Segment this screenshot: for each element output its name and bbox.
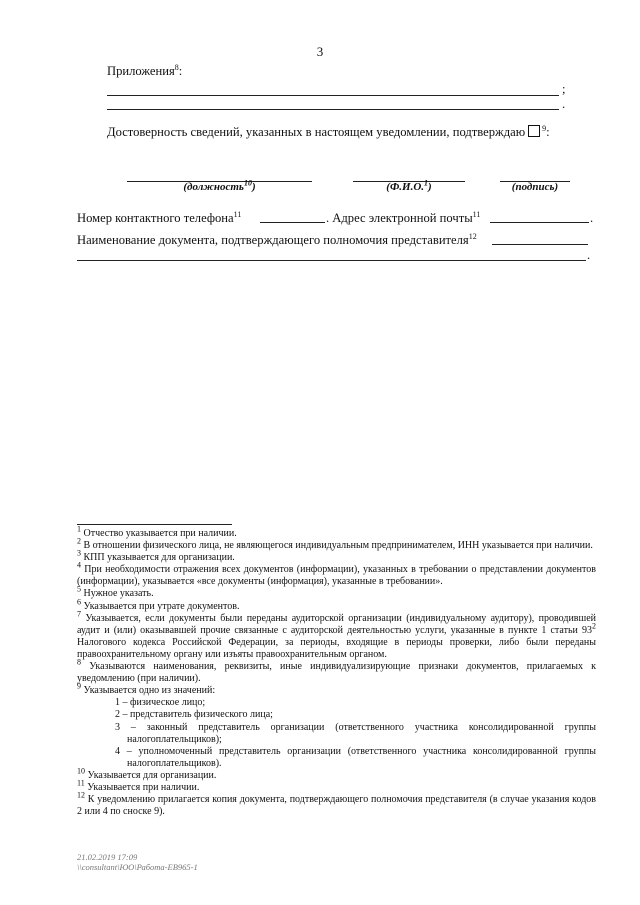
footnote-2: $^2$ В отношении физического лица, не являющегося индивидуальным предпринимателем, ИНН указывается при наличии. <box>77 536 593 552</box>
document-label: Наименование документа, подтверждающего полномочия представителя$^{12}$ <box>77 231 477 247</box>
stamp-date: 21.02.2019 17:09 <box>77 852 138 862</box>
email-end: . <box>590 211 594 225</box>
footnote-9-option-1: 1 – физическое лицо; <box>115 697 206 709</box>
footnote-3: $^3$ КПП указывается для организации. <box>77 548 235 564</box>
footnote-9: $^9$ Указывается одно из значений: <box>77 681 216 697</box>
confirmation-checkbox[interactable] <box>528 125 540 137</box>
footnote-11: $^{11}$ Указывается при наличии. <box>77 778 200 793</box>
appendix-line-1-end: ; <box>562 82 566 96</box>
document-field-1[interactable] <box>492 244 588 245</box>
footnote-12: $^{12}$ К уведомлению прилагается копия документа, подтверждающего полномочия представителя (в случае указания кодов 2 или 4 по сноске 9). <box>77 790 597 818</box>
stamp-path: \\consultant\ЮО\Работа-ЕВ965-1 <box>77 861 198 872</box>
footnote-9-option-4: 4 – уполномоченный представитель организации (ответственного участника консолидированной группы налогоплательщиков). <box>115 745 596 769</box>
appendix-line-1 <box>107 95 559 96</box>
footnote-7: $^7$ Указывается, если документы были переданы аудиторской организации (индивидуальному аудитору), проводившей аудит и (или) оказывавшей прочие связанные с аудиторской деятельностью услуги, указанные в пункте 1 статьи $93^2$ Налогового кодекса Российской Федерации, за периоды, входящие в периоды проверки, либо были переданы правоохранительному органу или изъяты правоохранительным органом. <box>77 609 597 660</box>
page-number: 3 <box>316 44 324 59</box>
footnote-6: $^6$ Указывается при утрате документов. <box>77 597 240 612</box>
print-stamp <box>77 853 198 872</box>
appendix-line-2 <box>107 109 559 110</box>
appendix-line-2-end: . <box>562 97 566 111</box>
footnote-8: $^8$ Указываются наименования, реквизиты, иные индивидуализирующие признаки документов, прилагаемых к уведомлению (при наличии). <box>77 657 597 685</box>
fio-caption: (Ф.И.О.$^1$) <box>386 178 432 193</box>
confirmation-statement: Достоверность сведений, указанных в настоящем уведомлении, подтверждаю $^9$: <box>107 123 550 139</box>
footnote-10: $^{10}$ Указывается для организации. <box>77 766 217 781</box>
footnote-1: $^1$ Отчество указывается при наличии. <box>77 524 237 539</box>
phone-field[interactable] <box>260 222 325 223</box>
email-field[interactable] <box>490 222 589 223</box>
footnote-5: $^5$ Нужное указать. <box>77 585 154 600</box>
document-field-2[interactable] <box>77 260 586 261</box>
position-caption: (должность$^{10}$) <box>183 178 256 193</box>
footnote-separator <box>77 524 232 525</box>
email-label: . Адрес электронной почты$^{11}$ <box>326 209 481 225</box>
appendix-label: Приложения$^8$: <box>107 62 183 78</box>
document-end: . <box>587 248 591 262</box>
footnotes <box>77 524 597 818</box>
sign-caption: (подпись) <box>511 181 559 193</box>
phone-label: Номер контактного телефона$^{11}$ <box>77 209 242 225</box>
footnote-9-option-3: 3 – законный представитель организации (ответственного участника консолидированной группы налогоплательщиков); <box>115 721 596 745</box>
footnote-4: $^4$ При необходимости отражения всех документов (информации), указанных в требовании о представлении документов (информации), указывается «все документы (информация), указанные в требовании». <box>77 560 596 588</box>
footnote-9-option-2: 2 – представитель физического лица; <box>115 709 273 721</box>
